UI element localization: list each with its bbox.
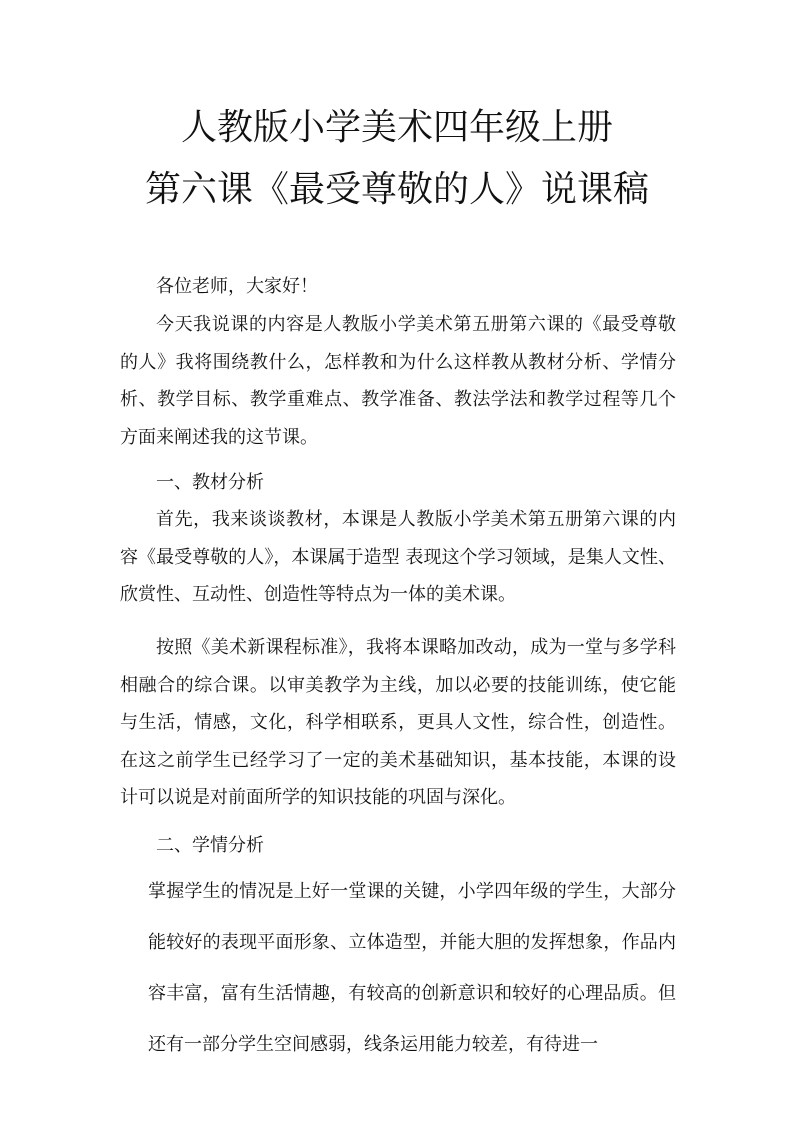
section1-heading: 一、教材分析 — [156, 472, 264, 493]
intro-paragraph: 今天我说课的内容是人教版小学美术第五册第六课的《最受尊敬的人》我将围绕教什么，怎样教和为什么这样教从教材分析、学情分析、教学目标、教学重难点、教学准备、教法学法和教学过程等几个方面来阐述我的这节课。 — [120, 314, 676, 448]
document-title-line2: 第六课《最受尊敬的人》说课稿 — [144, 169, 649, 210]
section2-heading: 二、学情分析 — [156, 835, 264, 856]
textbook-analysis-paragraph: 首先，我来谈谈教材，本课是人教版小学美术第五册第六课的内容《最受尊敬的人》，本课属于造型 表现这个学习领域，是集人文性、欣赏性、互动性、创造性等特点为一体的美术课。 — [120, 509, 676, 606]
curriculum-standard-paragraph: 按照《美术新课程标准》，我将本课略加改动，成为一堂与多学科相融合的综合课。以审美教学为主线，加以必要的技能训练，使它能与生活，情感，文化，科学相联系，更具人文性，综合性，创造性。在这之前学生已经学习了一定的美术基础知识，基本技能，本课的设计可以说是对前面所学的知识技能的巩固与深化。 — [120, 637, 676, 809]
document-title-line1: 人教版小学美术四年级上册 — [180, 107, 613, 148]
student-analysis-paragraph: 掌握学生的情况是上好一堂课的关键，小学四年级的学生，大部分能较好的表现平面形象、立体造型，并能大胆的发挥想象，作品内容丰富，富有生活情趣，有较高的创新意识和较好的心理品质。但还有一部分学生空间感弱，线条运用能力较差，有待进一 — [148, 881, 676, 1055]
greeting-paragraph: 各位老师，大家好！ — [156, 276, 318, 297]
